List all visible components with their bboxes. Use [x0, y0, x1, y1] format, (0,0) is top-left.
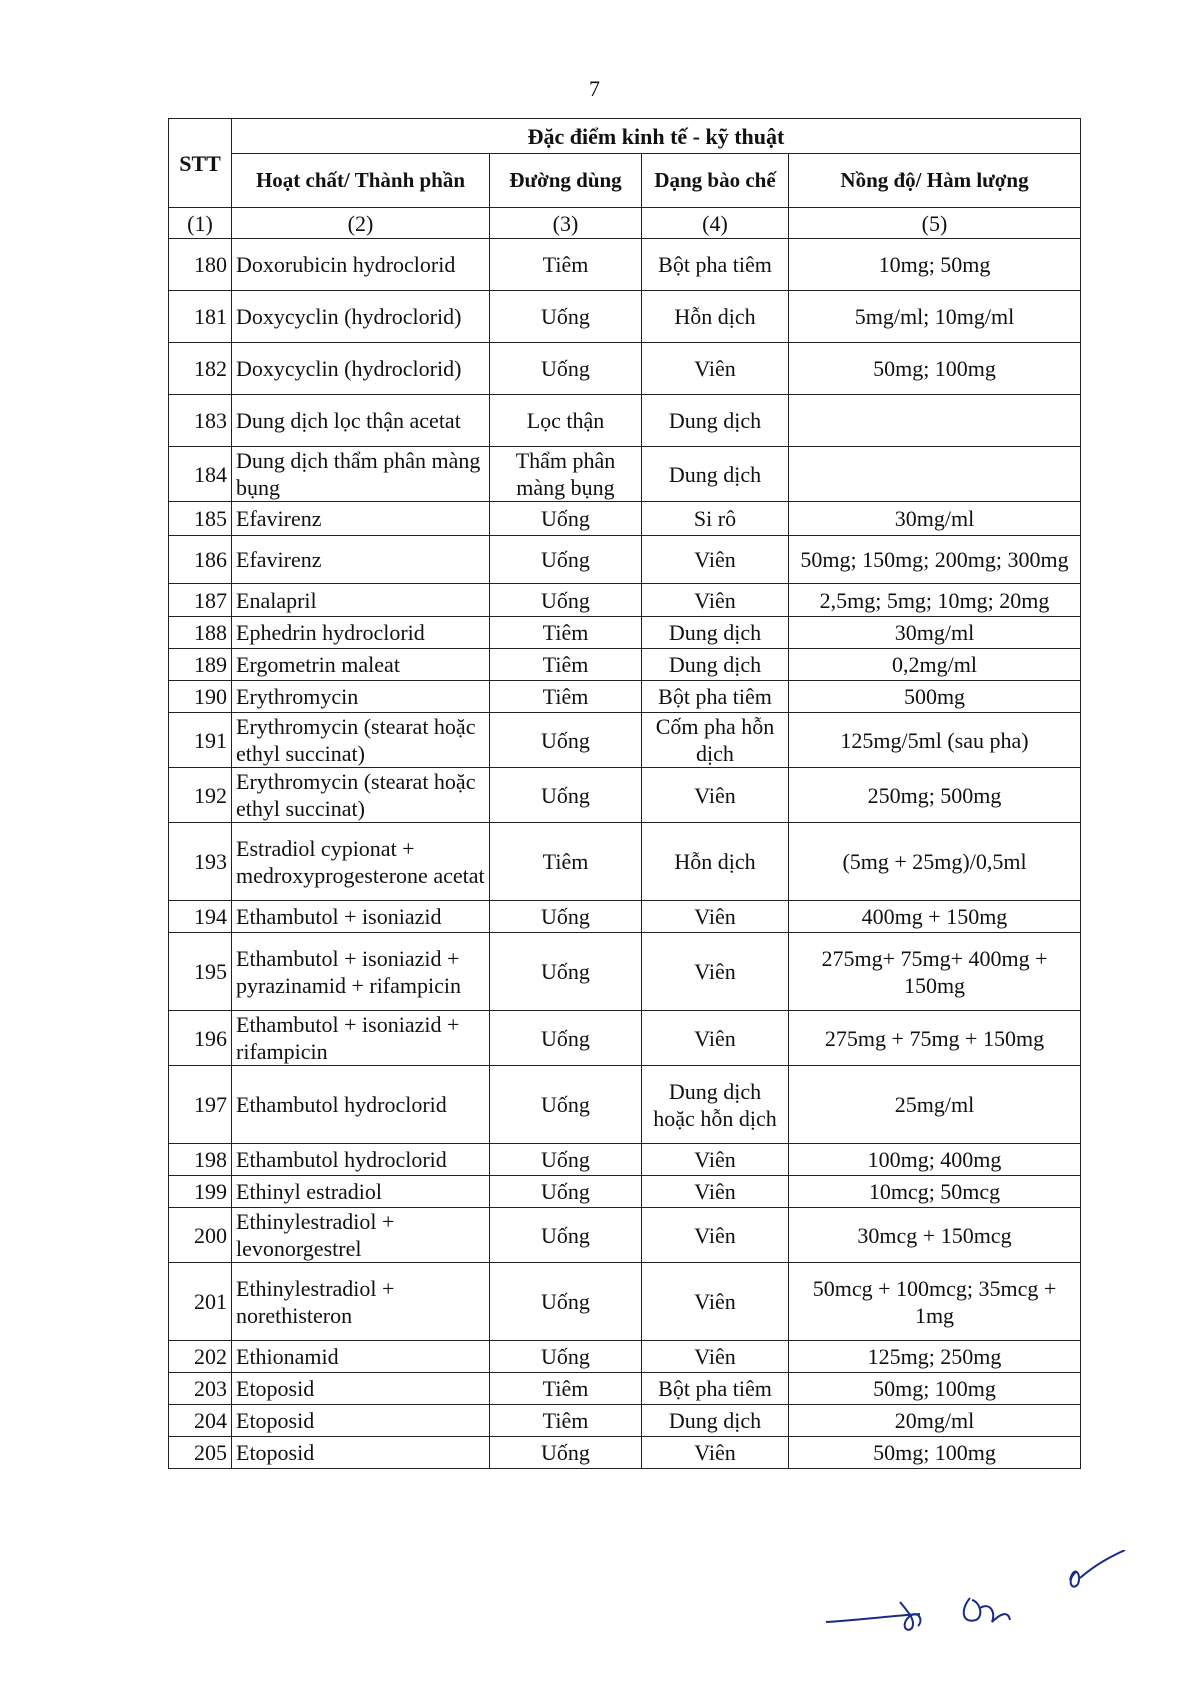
row-route: Uống — [490, 1176, 642, 1208]
row-strength: 50mcg + 100mcg; 35mcg + 1mg — [789, 1263, 1081, 1341]
row-stt: 196 — [169, 1011, 232, 1066]
row-stt: 203 — [169, 1373, 232, 1405]
row-dosage-form: Viên — [642, 1011, 789, 1066]
row-dosage-form: Si rô — [642, 502, 789, 536]
row-route: Uống — [490, 768, 642, 823]
index-cell: (1) — [169, 208, 232, 239]
row-route: Uống — [490, 933, 642, 1011]
row-strength — [789, 395, 1081, 447]
row-route: Uống — [490, 1011, 642, 1066]
row-strength: 30mg/ml — [789, 617, 1081, 649]
table-header — [169, 119, 1081, 239]
row-active-ingredient: Ethambutol hydroclorid — [232, 1144, 490, 1176]
row-dosage-form: Bột pha tiêm — [642, 239, 789, 291]
row-strength: 250mg; 500mg — [789, 768, 1081, 823]
row-strength: 275mg + 75mg + 150mg — [789, 1011, 1081, 1066]
table-row — [169, 1405, 1081, 1437]
row-active-ingredient: Ethambutol hydroclorid — [232, 1066, 490, 1144]
row-stt: 202 — [169, 1341, 232, 1373]
row-strength: 10mcg; 50mcg — [789, 1176, 1081, 1208]
table-row — [169, 291, 1081, 343]
table-row — [169, 395, 1081, 447]
row-active-ingredient: Etoposid — [232, 1373, 490, 1405]
row-active-ingredient: Erythromycin (stearat hoặc ethyl succinat) — [232, 713, 490, 768]
row-dosage-form: Viên — [642, 1341, 789, 1373]
row-dosage-form: Viên — [642, 536, 789, 584]
row-route: Uống — [490, 713, 642, 768]
header-active-ingredient: Hoạt chất/ Thành phần — [232, 154, 490, 208]
row-active-ingredient: Efavirenz — [232, 502, 490, 536]
row-strength: 20mg/ml — [789, 1405, 1081, 1437]
row-dosage-form: Viên — [642, 343, 789, 395]
row-stt: 183 — [169, 395, 232, 447]
header-route: Đường dùng — [490, 154, 642, 208]
row-stt: 192 — [169, 768, 232, 823]
row-strength: 10mg; 50mg — [789, 239, 1081, 291]
row-dosage-form: Cốm pha hỗn dịch — [642, 713, 789, 768]
row-dosage-form: Viên — [642, 1263, 789, 1341]
row-strength: 50mg; 100mg — [789, 343, 1081, 395]
row-stt: 190 — [169, 681, 232, 713]
row-stt: 180 — [169, 239, 232, 291]
row-active-ingredient: Erythromycin — [232, 681, 490, 713]
header-strength: Nồng độ/ Hàm lượng — [789, 154, 1081, 208]
table-row — [169, 447, 1081, 502]
row-route: Uống — [490, 536, 642, 584]
row-strength: 30mg/ml — [789, 502, 1081, 536]
row-route: Thẩm phân màng bụng — [490, 447, 642, 502]
row-stt: 191 — [169, 713, 232, 768]
row-active-ingredient: Ethambutol + isoniazid + pyrazinamid + rifampicin — [232, 933, 490, 1011]
header-stt: STT — [169, 119, 232, 208]
row-active-ingredient: Ergometrin maleat — [232, 649, 490, 681]
row-strength: 125mg; 250mg — [789, 1341, 1081, 1373]
row-active-ingredient: Ethinyl estradiol — [232, 1176, 490, 1208]
row-active-ingredient: Ethambutol + isoniazid — [232, 901, 490, 933]
row-strength: 50mg; 150mg; 200mg; 300mg — [789, 536, 1081, 584]
row-strength: 400mg + 150mg — [789, 901, 1081, 933]
table-row — [169, 536, 1081, 584]
row-stt: 182 — [169, 343, 232, 395]
row-strength: 0,2mg/ml — [789, 649, 1081, 681]
row-dosage-form: Dung dịch — [642, 395, 789, 447]
row-dosage-form: Bột pha tiêm — [642, 1373, 789, 1405]
row-stt: 189 — [169, 649, 232, 681]
row-strength: 5mg/ml; 10mg/ml — [789, 291, 1081, 343]
row-active-ingredient: Efavirenz — [232, 536, 490, 584]
row-route: Uống — [490, 1066, 642, 1144]
index-row — [169, 208, 1081, 239]
row-stt: 195 — [169, 933, 232, 1011]
row-dosage-form: Viên — [642, 1208, 789, 1263]
row-route: Uống — [490, 291, 642, 343]
row-stt: 193 — [169, 823, 232, 901]
row-strength — [789, 447, 1081, 502]
row-active-ingredient: Ethinylestradiol + levonorgestrel — [232, 1208, 490, 1263]
row-active-ingredient: Dung dịch lọc thận acetat — [232, 395, 490, 447]
page-number: 7 — [589, 76, 600, 101]
row-dosage-form: Viên — [642, 933, 789, 1011]
row-strength: 275mg+ 75mg+ 400mg + 150mg — [789, 933, 1081, 1011]
row-dosage-form: Viên — [642, 768, 789, 823]
row-active-ingredient: Dung dịch thẩm phân màng bụng — [232, 447, 490, 502]
row-dosage-form: Viên — [642, 1144, 789, 1176]
row-route: Tiêm — [490, 1373, 642, 1405]
index-cell: (5) — [789, 208, 1081, 239]
row-stt: 187 — [169, 584, 232, 617]
table-row — [169, 1208, 1081, 1263]
row-route: Uống — [490, 1341, 642, 1373]
row-strength: 50mg; 100mg — [789, 1373, 1081, 1405]
table-row — [169, 343, 1081, 395]
table-row — [169, 649, 1081, 681]
row-stt: 200 — [169, 1208, 232, 1263]
row-stt: 188 — [169, 617, 232, 649]
row-active-ingredient: Doxorubicin hydroclorid — [232, 239, 490, 291]
row-route: Uống — [490, 1263, 642, 1341]
table-row — [169, 584, 1081, 617]
row-active-ingredient: Enalapril — [232, 584, 490, 617]
row-dosage-form: Dung dịch hoặc hỗn dịch — [642, 1066, 789, 1144]
index-cell: (2) — [232, 208, 490, 239]
row-dosage-form: Viên — [642, 901, 789, 933]
row-route: Uống — [490, 584, 642, 617]
row-dosage-form: Hỗn dịch — [642, 823, 789, 901]
row-active-ingredient: Etoposid — [232, 1437, 490, 1469]
table-row — [169, 1176, 1081, 1208]
table-row — [169, 1437, 1081, 1469]
row-strength: 125mg/5ml (sau pha) — [789, 713, 1081, 768]
index-cell: (3) — [490, 208, 642, 239]
index-cell: (4) — [642, 208, 789, 239]
row-active-ingredient: Estradiol cypionat + medroxyprogesterone acetat — [232, 823, 490, 901]
row-strength: 30mcg + 150mcg — [789, 1208, 1081, 1263]
table-row — [169, 713, 1081, 768]
row-stt: 205 — [169, 1437, 232, 1469]
row-strength: (5mg + 25mg)/0,5ml — [789, 823, 1081, 901]
table-row — [169, 239, 1081, 291]
row-stt: 198 — [169, 1144, 232, 1176]
row-stt: 185 — [169, 502, 232, 536]
row-route: Tiêm — [490, 617, 642, 649]
row-route: Uống — [490, 901, 642, 933]
row-dosage-form: Bột pha tiêm — [642, 681, 789, 713]
row-active-ingredient: Doxycyclin (hydroclorid) — [232, 343, 490, 395]
row-dosage-form: Hỗn dịch — [642, 291, 789, 343]
row-stt: 201 — [169, 1263, 232, 1341]
row-dosage-form: Dung dịch — [642, 649, 789, 681]
row-stt: 204 — [169, 1405, 232, 1437]
row-stt: 181 — [169, 291, 232, 343]
row-route: Uống — [490, 1144, 642, 1176]
table-row — [169, 502, 1081, 536]
row-stt: 197 — [169, 1066, 232, 1144]
row-dosage-form: Viên — [642, 1176, 789, 1208]
table-row — [169, 768, 1081, 823]
row-strength: 100mg; 400mg — [789, 1144, 1081, 1176]
row-active-ingredient: Ethionamid — [232, 1341, 490, 1373]
row-route: Uống — [490, 343, 642, 395]
row-route: Uống — [490, 502, 642, 536]
table-row — [169, 1144, 1081, 1176]
row-dosage-form: Dung dịch — [642, 1405, 789, 1437]
row-dosage-form: Viên — [642, 1437, 789, 1469]
row-route: Tiêm — [490, 681, 642, 713]
row-active-ingredient: Etoposid — [232, 1405, 490, 1437]
row-active-ingredient: Ethinylestradiol + norethisteron — [232, 1263, 490, 1341]
row-strength: 2,5mg; 5mg; 10mg; 20mg — [789, 584, 1081, 617]
table-row — [169, 933, 1081, 1011]
row-route: Uống — [490, 1437, 642, 1469]
row-route: Tiêm — [490, 239, 642, 291]
row-route: Tiêm — [490, 1405, 642, 1437]
row-route: Tiêm — [490, 823, 642, 901]
drug-table — [168, 118, 1081, 1469]
row-active-ingredient: Ephedrin hydroclorid — [232, 617, 490, 649]
row-strength: 50mg; 100mg — [789, 1437, 1081, 1469]
table-row — [169, 823, 1081, 901]
row-dosage-form: Dung dịch — [642, 617, 789, 649]
row-active-ingredient: Ethambutol + isoniazid + rifampicin — [232, 1011, 490, 1066]
row-active-ingredient: Erythromycin (stearat hoặc ethyl succinat) — [232, 768, 490, 823]
table-row — [169, 681, 1081, 713]
signature-marks — [820, 1550, 1140, 1660]
row-stt: 186 — [169, 536, 232, 584]
row-strength: 25mg/ml — [789, 1066, 1081, 1144]
table-row — [169, 1263, 1081, 1341]
row-strength: 500mg — [789, 681, 1081, 713]
row-active-ingredient: Doxycyclin (hydroclorid) — [232, 291, 490, 343]
table-row — [169, 1066, 1081, 1144]
row-dosage-form: Viên — [642, 584, 789, 617]
table-body — [169, 239, 1081, 1469]
table-row — [169, 1341, 1081, 1373]
table-row — [169, 1373, 1081, 1405]
row-route: Lọc thận — [490, 395, 642, 447]
header-group: Đặc điểm kinh tế - kỹ thuật — [232, 119, 1081, 154]
header-dosage-form: Dạng bào chế — [642, 154, 789, 208]
row-route: Uống — [490, 1208, 642, 1263]
table-row — [169, 1011, 1081, 1066]
table-row — [169, 901, 1081, 933]
row-route: Tiêm — [490, 649, 642, 681]
table-row — [169, 617, 1081, 649]
row-stt: 184 — [169, 447, 232, 502]
row-stt: 199 — [169, 1176, 232, 1208]
row-dosage-form: Dung dịch — [642, 447, 789, 502]
row-stt: 194 — [169, 901, 232, 933]
